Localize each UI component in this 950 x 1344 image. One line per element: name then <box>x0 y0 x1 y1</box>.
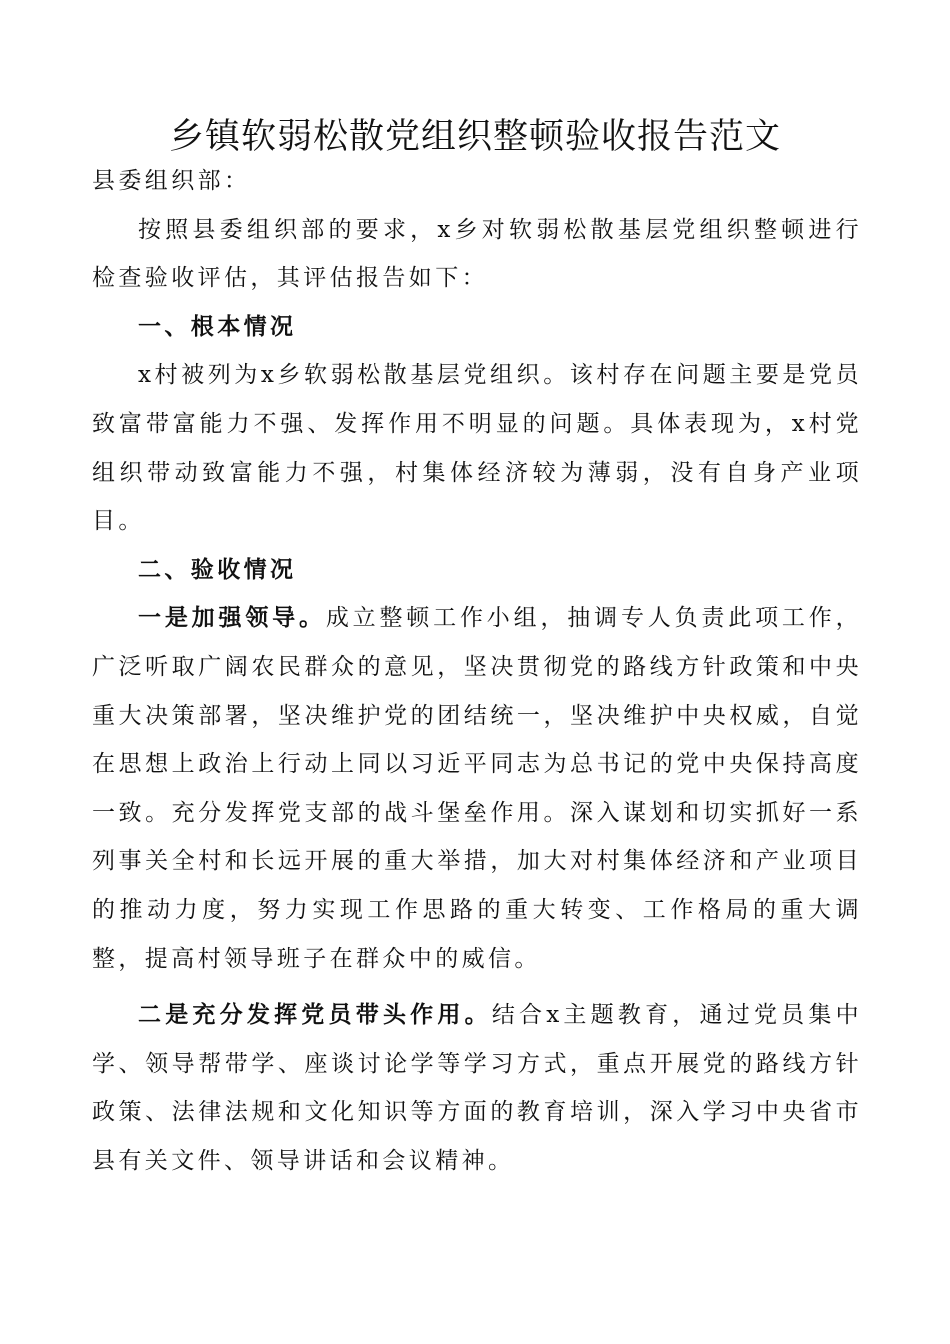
document-title: 乡镇软弱松散党组织整顿验收报告范文 <box>168 117 781 157</box>
section-heading-basic-situation: 一、根本情况 <box>138 313 297 340</box>
item-lead-leadership: 一是加强领导。 <box>138 605 326 632</box>
salutation: 县委组织部： <box>92 168 251 194</box>
acceptance-item-party-members <box>92 991 862 1185</box>
basic-situation-paragraph: x村被列为x乡软弱松散基层党组织。该村存在问题主要是党员致富带富能力不强、发挥作用不明显的问题。具体表现为，x村党组织带动致富能力不强，村集体经济较为薄弱，没有自身产业项目。 <box>92 362 862 535</box>
intro-paragraph: 按照县委组织部的要求，x乡对软弱松散基层党组织整顿进行检查验收评估，其评估报告如下： <box>92 216 862 292</box>
acceptance-item-leadership <box>92 594 862 983</box>
item-lead-party-members: 二是充分发挥党员带头作用。 <box>138 1002 492 1029</box>
section-heading-acceptance: 二、验收情况 <box>138 556 297 583</box>
item-text-leadership: 成立整顿工作小组，抽调专人负责此项工作，广泛听取广阔农民群众的意见，坚决贯彻党的路线方针政策和中央重大决策部署，坚决维护党的团结统一，坚决维护中央权威，自觉在思想上政治上行动上同以习近平同志为总书记的党中央保持高度一致。充分发挥党支部的战斗堡垒作用。深入谋划和切实抓好一系列事关全村和长远开展的重大举措，加大对村集体经济和产业项目的推动力度，努力实现工作思路的重大转变、工作格局的重大调整，提高村领导班子在群众中的威信。 <box>92 605 862 972</box>
item-text-party-members: 结合x主题教育，通过党员集中学、领导帮带学、座谈讨论学等学习方式，重点开展党的路线方针政策、法律法规和文化知识等方面的教育培训，深入学习中央省市县有关文件、领导讲话和会议精神。 <box>92 1002 862 1174</box>
document-body <box>92 157 862 1185</box>
